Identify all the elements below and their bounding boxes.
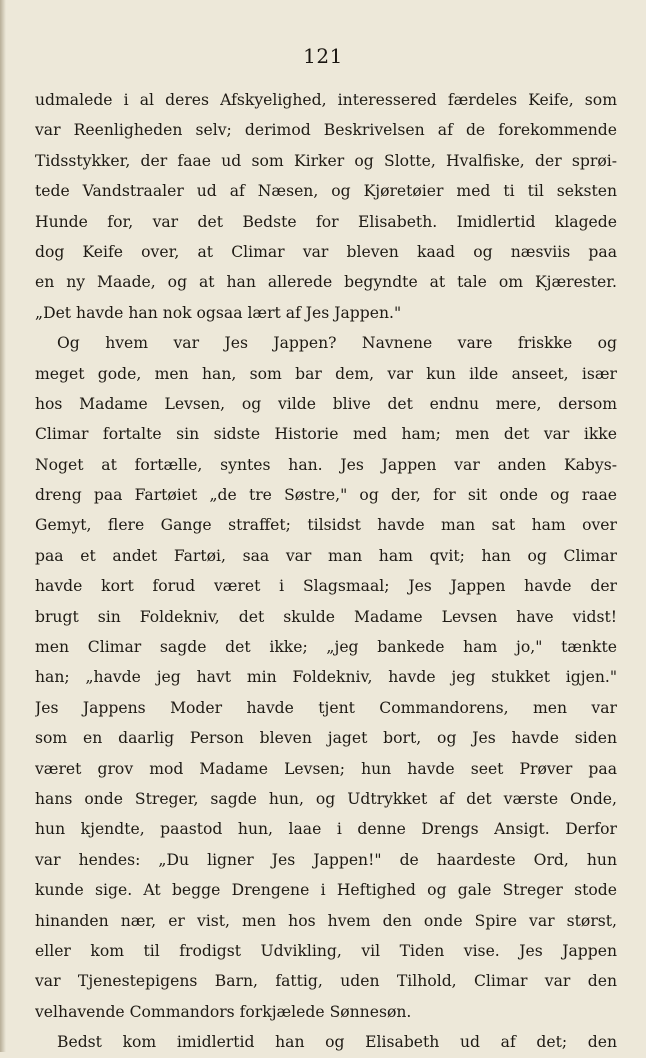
text-line: Noget at fortælle, syntes han. Jes Jappen var anden Kabys- — [35, 455, 617, 474]
text-line: dreng paa Fartøiet „de tre Søstre," og der, for sit onde og raae — [35, 486, 617, 505]
page-number: 121 — [303, 44, 343, 68]
text-line: hans onde Streger, sagde hun, og Udtrykket af det værste Onde, — [35, 789, 617, 808]
text-line: meget gode, men han, som bar dem, var kun ilde anseet, især — [35, 364, 617, 383]
page-gutter-shadow — [0, 0, 6, 1052]
text-line: hinanden nær, er vist, men hos hvem den onde Spire var størst, — [35, 911, 617, 930]
text-line: brugt sin Foldekniv, det skulde Madame Levsen have vidst! — [35, 607, 617, 626]
text-line: var Reenligheden selv; derimod Beskrivelsen af de forekommende — [35, 121, 617, 140]
text-line: Gemyt, flere Gange straffet; tilsidst havde man sat ham over — [35, 516, 617, 535]
text-line: Climar fortalte sin sidste Historie med ham; men det var ikke — [35, 425, 617, 444]
text-line: han; „havde jeg havt min Foldekniv, havde jeg stukket igjen." — [35, 668, 617, 687]
text-line: hun kjendte, paastod hun, laae i denne Drengs Ansigt. Derfor — [35, 820, 617, 839]
text-line: hos Madame Levsen, og vilde blive det endnu mere, dersom — [35, 394, 617, 413]
text-line: dog Keife over, at Climar var bleven kaad og næsviis paa — [35, 242, 617, 261]
text-line: Og hvem var Jes Jappen? Navnene vare friskke og — [57, 334, 617, 353]
text-line: udmalede i al deres Afskyelighed, interessered færdeles Keife, som — [35, 91, 617, 109]
body-text — [35, 85, 617, 1058]
text-line: været grov mod Madame Levsen; hun havde seet Prøver paa — [35, 759, 617, 778]
text-line: som en daarlig Person bleven jaget bort, og Jes havde siden — [35, 729, 617, 748]
text-line: paa et andet Fartøi, saa var man ham qvit; han og Climar — [35, 546, 617, 565]
text-line: kunde sige. At begge Drengene i Heftighed og gale Streger stode — [35, 881, 617, 900]
text-line: eller kom til frodigst Udvikling, vil Tiden vise. Jes Jappen — [35, 941, 617, 960]
text-line: Jes Jappens Moder havde tjent Commandorens, men var — [35, 698, 617, 717]
text-line: en ny Maade, og at han allerede begyndte at tale om Kjærester. — [35, 273, 617, 292]
text-line: var Tjenestepigens Barn, fattig, uden Tilhold, Climar var den — [35, 972, 617, 991]
text-line: „Det havde han nok ogsaa lært af Jes Jappen." — [35, 303, 402, 322]
text-line: velhavende Commandors forkjælede Sønnesøn. — [35, 1002, 412, 1021]
text-line: Tidsstykker, der faae ud som Kirker og Slotte, Hvalfiske, der sprøi- — [35, 151, 617, 170]
text-line: Hunde for, var det Bedste for Elisabeth. Imidlertid klagede — [35, 212, 617, 231]
text-line: men Climar sagde det ikke; „jeg bankede ham jo," tænkte — [35, 638, 617, 657]
text-line: tede Vandstraaler ud af Næsen, og Kjøretøier med ti til seksten — [35, 182, 617, 201]
text-line: havde kort forud været i Slagsmaal; Jes Jappen havde der — [35, 577, 617, 596]
text-line: Bedst kom imidlertid han og Elisabeth ud af det; den — [57, 1033, 617, 1052]
text-line: var hendes: „Du ligner Jes Jappen!" de haardeste Ord, hun — [35, 850, 617, 869]
